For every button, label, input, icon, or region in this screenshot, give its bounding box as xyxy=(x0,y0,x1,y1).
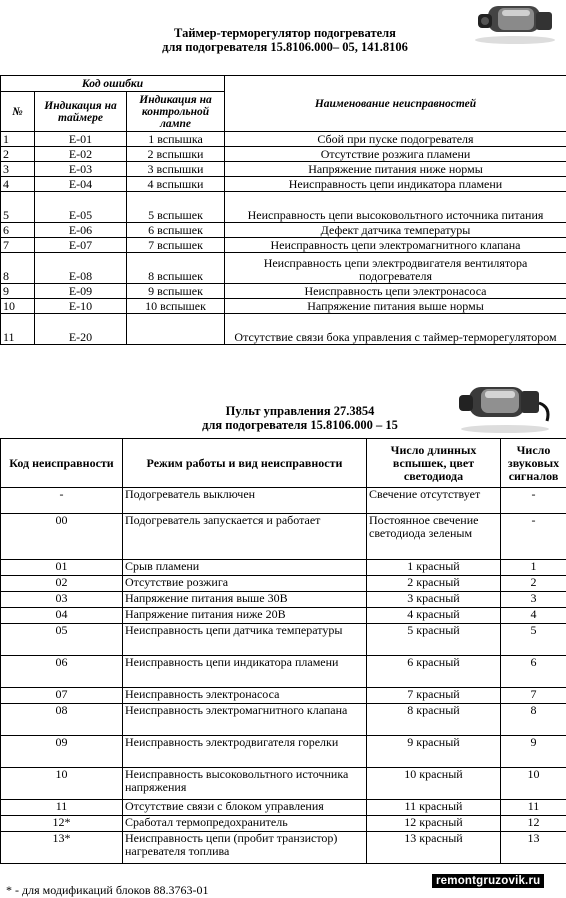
fault-description: Неисправность цепи высоковольтного источника питания xyxy=(225,192,566,223)
operation-mode: Неисправность цепи индикатора пламени xyxy=(123,656,367,688)
section1-title-line1: Таймер-терморегулятор подогревателя xyxy=(110,26,460,40)
operation-mode: Неисправность электромагнитного клапана xyxy=(123,704,367,736)
operation-mode: Подогреватель запускается и работает xyxy=(123,514,367,560)
table-row xyxy=(1,488,566,514)
row-number: 4 xyxy=(1,177,35,192)
fault-code: 03 xyxy=(1,592,123,608)
table-row xyxy=(1,800,566,816)
lamp-flashes: 4 вспышки xyxy=(127,177,225,192)
heater-image xyxy=(455,377,555,435)
long-flashes-color: Свечение отсутствует xyxy=(367,488,501,514)
fault-description: Сбой при пуске подогревателя xyxy=(225,132,566,147)
header-timer-indication: Индикация на таймере xyxy=(35,92,127,132)
lamp-flashes: 5 вспышек xyxy=(127,192,225,223)
timer-code: Е-20 xyxy=(35,314,127,345)
fault-description: Неисправность цепи электронасоса xyxy=(225,284,566,299)
operation-mode: Неисправность цепи (пробит транзистор) нагревателя топлива xyxy=(123,832,367,864)
row-number: 1 xyxy=(1,132,35,147)
beep-count: 5 xyxy=(501,624,566,656)
timer-code: Е-10 xyxy=(35,299,127,314)
table-row xyxy=(1,253,566,284)
fault-code: 13* xyxy=(1,832,123,864)
lamp-flashes xyxy=(127,314,225,345)
long-flashes-color: Постоянное свечение светодиода зеленым xyxy=(367,514,501,560)
table-row xyxy=(1,576,566,592)
lamp-flashes: 10 вспышек xyxy=(127,299,225,314)
lamp-flashes: 9 вспышек xyxy=(127,284,225,299)
operation-mode: Напряжение питания выше 30В xyxy=(123,592,367,608)
operation-mode: Срыв пламени xyxy=(123,560,367,576)
fault-description: Напряжение питания ниже нормы xyxy=(225,162,566,177)
beep-count: - xyxy=(501,488,566,514)
header-long-flashes: Число длинных вспышек, цвет светодиода xyxy=(367,439,501,488)
beep-count: 12 xyxy=(501,816,566,832)
row-number: 2 xyxy=(1,147,35,162)
fault-description: Неисправность цепи электродвигателя вентилятора подогревателя xyxy=(225,253,566,284)
table-row xyxy=(1,592,566,608)
row-number: 5 xyxy=(1,192,35,223)
operation-mode: Неисправность электродвигателя горелки xyxy=(123,736,367,768)
timer-code: Е-04 xyxy=(35,177,127,192)
table-row xyxy=(1,162,566,177)
row-number: 8 xyxy=(1,253,35,284)
section1-title-line2: для подогревателя 15.8106.000– 05, 141.8106 xyxy=(110,40,460,54)
fault-code: 10 xyxy=(1,768,123,800)
timer-code: Е-08 xyxy=(35,253,127,284)
beep-count: - xyxy=(501,514,566,560)
header-beeps: Число звуковых сигналов xyxy=(501,439,566,488)
table-row xyxy=(1,314,566,345)
long-flashes-color: 9 красный xyxy=(367,736,501,768)
table-row xyxy=(1,514,566,560)
operation-mode: Сработал термопредохранитель xyxy=(123,816,367,832)
row-number: 9 xyxy=(1,284,35,299)
header-operation-mode: Режим работы и вид неисправности xyxy=(123,439,367,488)
header-fault-code: Код неисправности xyxy=(1,439,123,488)
operation-mode: Неисправность электронасоса xyxy=(123,688,367,704)
section1-title xyxy=(110,26,460,54)
fault-description: Отсутствие связи бока управления с таймер-терморегулятором xyxy=(225,314,566,345)
table-row xyxy=(1,768,566,800)
lamp-flashes: 2 вспышки xyxy=(127,147,225,162)
fault-code: 05 xyxy=(1,624,123,656)
beep-count: 4 xyxy=(501,608,566,624)
timer-code: Е-09 xyxy=(35,284,127,299)
fault-code: 04 xyxy=(1,608,123,624)
beep-count: 1 xyxy=(501,560,566,576)
lamp-flashes: 6 вспышек xyxy=(127,223,225,238)
header-error-code-group: Код ошибки xyxy=(1,76,225,92)
long-flashes-color: 4 красный xyxy=(367,608,501,624)
timer-code: Е-02 xyxy=(35,147,127,162)
beep-count: 2 xyxy=(501,576,566,592)
lamp-flashes: 8 вспышек xyxy=(127,253,225,284)
error-codes-table-timer xyxy=(0,75,566,345)
table-row xyxy=(1,816,566,832)
table-row xyxy=(1,736,566,768)
header-fault-name: Наименование неисправностей xyxy=(225,76,566,132)
beep-count: 7 xyxy=(501,688,566,704)
row-number: 6 xyxy=(1,223,35,238)
long-flashes-color: 3 красный xyxy=(367,592,501,608)
table-row xyxy=(1,223,566,238)
table-row xyxy=(1,608,566,624)
fault-code: 02 xyxy=(1,576,123,592)
fault-code: 01 xyxy=(1,560,123,576)
table-row xyxy=(1,656,566,688)
beep-count: 6 xyxy=(501,656,566,688)
row-number: 7 xyxy=(1,238,35,253)
long-flashes-color: 5 красный xyxy=(367,624,501,656)
operation-mode: Напряжение питания ниже 20В xyxy=(123,608,367,624)
long-flashes-color: 13 красный xyxy=(367,832,501,864)
table-row xyxy=(1,832,566,864)
lamp-flashes: 7 вспышек xyxy=(127,238,225,253)
lamp-flashes: 3 вспышки xyxy=(127,162,225,177)
row-number: 11 xyxy=(1,314,35,345)
table-row xyxy=(1,560,566,576)
operation-mode: Отсутствие связи с блоком управления xyxy=(123,800,367,816)
header-number: № xyxy=(1,92,35,132)
table-row xyxy=(1,704,566,736)
beep-count: 3 xyxy=(501,592,566,608)
timer-code: Е-03 xyxy=(35,162,127,177)
long-flashes-color: 7 красный xyxy=(367,688,501,704)
long-flashes-color: 6 красный xyxy=(367,656,501,688)
table-row xyxy=(1,177,566,192)
operation-mode: Подогреватель выключен xyxy=(123,488,367,514)
long-flashes-color: 12 красный xyxy=(367,816,501,832)
timer-code: Е-07 xyxy=(35,238,127,253)
section2-title-line2: для подогревателя 15.8106.000 – 15 xyxy=(160,418,440,432)
header-lamp-indication: Индикация на контрольной лампе xyxy=(127,92,225,132)
fault-code: 08 xyxy=(1,704,123,736)
table-row xyxy=(1,284,566,299)
watermark-logo: remontgruzovik.ru xyxy=(432,874,544,888)
error-codes-table-control-panel xyxy=(0,438,566,864)
fault-code: 11 xyxy=(1,800,123,816)
fault-code: 07 xyxy=(1,688,123,704)
row-number: 3 xyxy=(1,162,35,177)
beep-count: 10 xyxy=(501,768,566,800)
fault-description: Неисправность цепи индикатора пламени xyxy=(225,177,566,192)
table-row xyxy=(1,192,566,223)
table-row xyxy=(1,238,566,253)
operation-mode: Неисправность высоковольтного источника напряжения xyxy=(123,768,367,800)
long-flashes-color: 10 красный xyxy=(367,768,501,800)
heater-image xyxy=(470,0,560,45)
fault-code: 12* xyxy=(1,816,123,832)
table-row xyxy=(1,624,566,656)
footnote: * - для модификаций блоков 88.3763-01 xyxy=(6,883,209,898)
table-row xyxy=(1,132,566,147)
operation-mode: Неисправность цепи датчика температуры xyxy=(123,624,367,656)
fault-code: 09 xyxy=(1,736,123,768)
timer-code: Е-05 xyxy=(35,192,127,223)
fault-code: 06 xyxy=(1,656,123,688)
table-row xyxy=(1,147,566,162)
fault-description: Неисправность цепи электромагнитного клапана xyxy=(225,238,566,253)
fault-description: Дефект датчика температуры xyxy=(225,223,566,238)
beep-count: 9 xyxy=(501,736,566,768)
fault-description: Напряжение питания выше нормы xyxy=(225,299,566,314)
timer-code: Е-06 xyxy=(35,223,127,238)
beep-count: 11 xyxy=(501,800,566,816)
table-row xyxy=(1,299,566,314)
long-flashes-color: 1 красный xyxy=(367,560,501,576)
beep-count: 8 xyxy=(501,704,566,736)
fault-code: - xyxy=(1,488,123,514)
section2-title xyxy=(160,404,440,432)
section2-title-line1: Пульт управления 27.3854 xyxy=(160,404,440,418)
timer-code: Е-01 xyxy=(35,132,127,147)
fault-code: 00 xyxy=(1,514,123,560)
operation-mode: Отсутствие розжига xyxy=(123,576,367,592)
table-row xyxy=(1,688,566,704)
lamp-flashes: 1 вспышка xyxy=(127,132,225,147)
row-number: 10 xyxy=(1,299,35,314)
beep-count: 13 xyxy=(501,832,566,864)
long-flashes-color: 2 красный xyxy=(367,576,501,592)
long-flashes-color: 11 красный xyxy=(367,800,501,816)
long-flashes-color: 8 красный xyxy=(367,704,501,736)
fault-description: Отсутствие розжига пламени xyxy=(225,147,566,162)
